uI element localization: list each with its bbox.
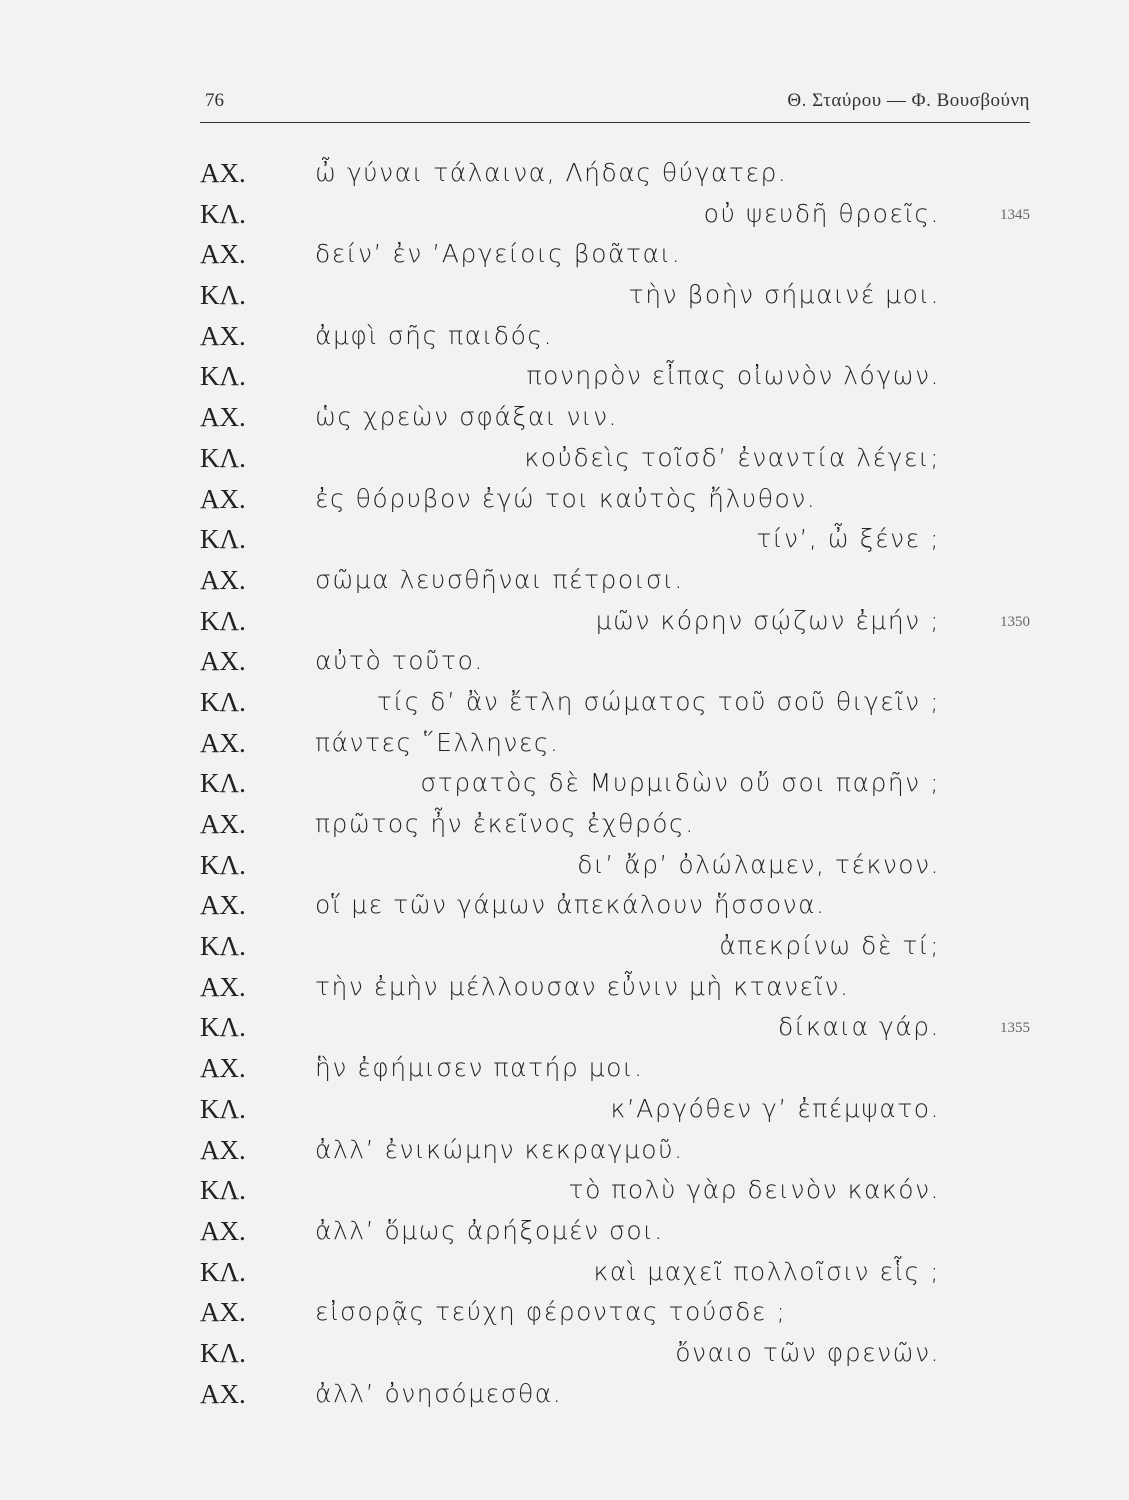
speaker-label: ΚΛ. bbox=[200, 768, 246, 799]
verse-text: καὶ μαχεῖ πολλοῖσιν εἷς ; bbox=[593, 1256, 940, 1286]
dialogue-line bbox=[200, 484, 1030, 525]
speaker-label: ΑΧ. bbox=[200, 646, 246, 677]
dialogue-line bbox=[200, 1175, 1030, 1216]
verse-text: ὡς χρεὼν σφάξαι νιν. bbox=[315, 402, 618, 432]
speaker-label: ΑΧ. bbox=[200, 809, 246, 839]
dialogue-line bbox=[200, 1094, 1030, 1135]
speaker-label: ΑΧ. bbox=[200, 1134, 246, 1165]
speaker-label: ΚΛ. bbox=[200, 1337, 246, 1368]
verse-text: δείν’ ἐν ’Αργείοις βοᾶται. bbox=[315, 239, 682, 269]
verse-text: ὦ γύναι τάλαινα, Λήδας θύγατερ. bbox=[315, 158, 788, 187]
speaker-label: ΚΛ. bbox=[200, 1256, 246, 1287]
dialogue-line bbox=[200, 1216, 1030, 1257]
dialogue-line bbox=[200, 850, 1030, 891]
dialogue-line bbox=[200, 768, 1030, 809]
speaker-label: ΑΧ. bbox=[200, 564, 246, 595]
dialogue-line bbox=[200, 606, 1030, 647]
dialogue-line bbox=[200, 646, 1030, 687]
verse-text: ἀλλ’ ἐνικώμην κεκραγμοῦ. bbox=[315, 1134, 684, 1164]
running-head: Θ. Σταύρου — Φ. Βουσβούνη bbox=[787, 90, 1030, 111]
verse-text: τὸ πολὺ γὰρ δεινὸν κακόν. bbox=[568, 1175, 940, 1205]
dialogue-line bbox=[200, 687, 1030, 728]
speaker-label: ΑΧ. bbox=[200, 1297, 246, 1328]
verse-text: κ’Αργόθεν γ’ ἐπέμψατο. bbox=[610, 1093, 940, 1123]
speaker-label: ΑΧ. bbox=[200, 239, 246, 270]
dialogue-line bbox=[200, 361, 1030, 402]
dialogue-line bbox=[200, 1379, 1030, 1420]
page-header bbox=[200, 82, 1030, 123]
verse-text: ἀμφὶ σῆς παιδός. bbox=[315, 320, 554, 350]
dialogue-line bbox=[200, 1053, 1030, 1094]
dialogue-line bbox=[200, 402, 1030, 443]
verse-text: σῶμα λευσθῆναι πέτροισι. bbox=[315, 564, 684, 594]
verse-text: ὄναιο τῶν φρενῶν. bbox=[675, 1337, 940, 1367]
speaker-label: ΑΧ. bbox=[200, 402, 246, 433]
speaker-label: ΑΧ. bbox=[200, 1378, 246, 1409]
verse-text: τίς δ’ ἂν ἔτλη σώματος τοῦ σοῦ θιγεῖν ; bbox=[376, 686, 940, 716]
speaker-label: ΚΛ. bbox=[200, 686, 246, 717]
verse-text: ἣν ἐφήμισεν πατήρ μοι. bbox=[315, 1053, 644, 1083]
dialogue-line bbox=[200, 280, 1030, 321]
dialogue-line bbox=[200, 443, 1030, 484]
speaker-label: ΚΛ. bbox=[200, 280, 246, 311]
verse-text: πρῶτος ἦν ἐκεῖνος ἐχθρός. bbox=[315, 809, 695, 838]
speaker-label: ΑΧ. bbox=[200, 320, 246, 351]
dialogue-line bbox=[200, 972, 1030, 1013]
dialogue-line bbox=[200, 158, 1030, 199]
dialogue-line bbox=[200, 524, 1030, 565]
dialogue-line bbox=[200, 1297, 1030, 1338]
dialogue-line bbox=[200, 199, 1030, 240]
speaker-label: ΚΛ. bbox=[200, 931, 246, 962]
verse-text: αὐτὸ τοῦτο. bbox=[315, 646, 484, 676]
dialogue-line bbox=[200, 890, 1030, 931]
speaker-label: ΑΧ. bbox=[200, 158, 246, 188]
speaker-label: ΑΧ. bbox=[200, 890, 246, 921]
verse-text: τὴν ἐμὴν μέλλουσαν εὖνιν μὴ κτανεῖν. bbox=[315, 971, 850, 1001]
verse-text: ἐς θόρυβον ἐγώ τοι καὐτὸς ἤλυθον. bbox=[315, 483, 817, 513]
verse-text: πάντες ῞Ελληνες. bbox=[315, 727, 560, 757]
speaker-label: ΚΛ. bbox=[200, 605, 246, 636]
dialogue-lines bbox=[200, 158, 1030, 1419]
verse-text: εἰσορᾷς τεύχη φέροντας τούσδε ; bbox=[315, 1297, 787, 1327]
speaker-label: ΑΧ. bbox=[200, 483, 246, 514]
dialogue-line bbox=[200, 1257, 1030, 1298]
speaker-label: ΚΛ. bbox=[200, 849, 246, 880]
dialogue-line bbox=[200, 728, 1030, 769]
verse-text: τὴν βοὴν σήμαινέ μοι. bbox=[628, 280, 940, 310]
dialogue-line bbox=[200, 239, 1030, 280]
dialogue-line bbox=[200, 1338, 1030, 1379]
verse-text: ἀλλ’ ὀνησόμεσθα. bbox=[315, 1378, 563, 1408]
verse-text: πονηρὸν εἶπας οἰωνὸν λόγων. bbox=[526, 361, 940, 391]
verse-text: δίκαια γάρ. bbox=[778, 1012, 940, 1042]
page-number: 76 bbox=[205, 90, 224, 111]
dialogue-line bbox=[200, 809, 1030, 850]
verse-text: τίν’, ὦ ξένε ; bbox=[756, 524, 940, 554]
speaker-label: ΑΧ. bbox=[200, 971, 246, 1002]
speaker-label: ΚΛ. bbox=[200, 198, 246, 229]
verse-text: οἵ με τῶν γάμων ἀπεκάλουν ἥσσονα. bbox=[315, 890, 826, 920]
speaker-label: ΑΧ. bbox=[200, 727, 246, 758]
dialogue-line bbox=[200, 931, 1030, 972]
dialogue-line bbox=[200, 565, 1030, 606]
verse-text: στρατὸς δὲ Μυρμιδὼν οὔ σοι παρῆν ; bbox=[420, 768, 940, 798]
verse-text: ἀλλ’ ὅμως ἀρήξομέν σοι. bbox=[315, 1215, 664, 1245]
speaker-label: ΚΛ. bbox=[200, 442, 246, 473]
speaker-label: ΑΧ. bbox=[200, 1215, 246, 1246]
dialogue-line bbox=[200, 321, 1030, 362]
verse-line-number: 1355 bbox=[1000, 1020, 1030, 1037]
dialogue-line bbox=[200, 1135, 1030, 1176]
verse-text: ἀπεκρίνω δὲ τί; bbox=[719, 931, 940, 961]
dialogue-line bbox=[200, 1012, 1030, 1053]
speaker-label: ΑΧ. bbox=[200, 1053, 246, 1084]
verse-line-number: 1350 bbox=[1000, 613, 1030, 630]
speaker-label: ΚΛ. bbox=[200, 1012, 246, 1043]
speaker-label: ΚΛ. bbox=[200, 1175, 246, 1206]
verse-text: κοὐδεὶς τοῖσδ’ ἐναντία λέγει; bbox=[524, 442, 940, 472]
verse-text: μῶν κόρην σῴζων ἐμήν ; bbox=[595, 605, 940, 635]
speaker-label: ΚΛ. bbox=[200, 1093, 246, 1124]
verse-text: οὐ ψευδῆ θροεῖς. bbox=[703, 198, 940, 228]
verse-line-number: 1345 bbox=[1000, 206, 1030, 223]
speaker-label: ΚΛ. bbox=[200, 524, 246, 555]
speaker-label: ΚΛ. bbox=[200, 361, 246, 392]
verse-text: δι’ ἄρ’ ὀλώλαμεν, τέκνον. bbox=[577, 849, 940, 879]
